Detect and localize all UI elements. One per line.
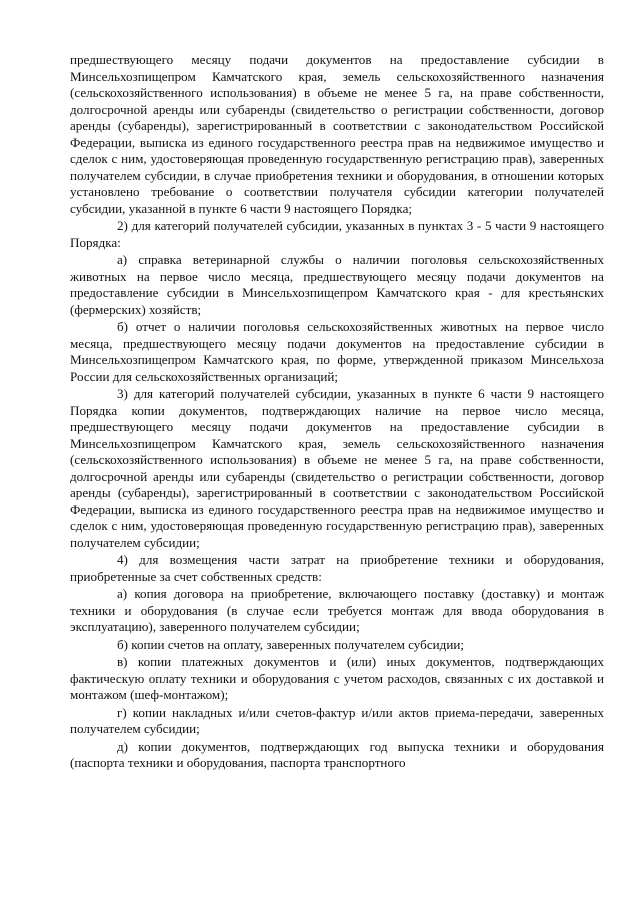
paragraph-item-4g: г) копии накладных и/или счетов-фактур и/или актов приема-передачи, заверенных получателем субсидии; bbox=[70, 704, 604, 736]
paragraph-item-3: 3) для категорий получателей субсидии, указанных в пункте 6 части 9 настоящего Порядка копии документов, подтверждающих наличие на первое число месяца, предшествующего месяцу подачи документов на предоставление субсидии в Минсельхозпищепром Камчатского края, земель сельскохозяйственного назначения (сельскохозяйственного использования) в объеме не менее 5 га, на праве собственности, долгосрочной аренды или субаренды (свидетельство о регистрации собственности, договор аренды (субаренды), зарегистрированный в соответствии с законодательством Российской Федерации, выписка из единого государственного реестра прав на недвижимое имущество и сделок с ним, удостоверяющая проведенную государственную регистрацию прав), заверенных получателем субсидии; bbox=[70, 386, 604, 550]
paragraph-item-2a: а) справка ветеринарной службы о наличии поголовья сельскохозяйственных животных на первое число месяца, предшествующего месяцу подачи документов на предоставление субсидии в Минсельхозпищепром Камчатского края - для крестьянских (фермерских) хозяйств; bbox=[70, 252, 604, 317]
paragraph-item-4: 4) для возмещения части затрат на приобретение техники и оборудования, приобретенные за счет собственных средств: bbox=[70, 552, 604, 584]
paragraph-item-2b: б) отчет о наличии поголовья сельскохозяйственных животных на первое число месяца, предшествующего месяцу подачи документов на предоставление субсидии в Минсельхозпищепром Камчатского края, по форме, утвержденной приказом Минсельхоза России для сельскохозяйственных организаций; bbox=[70, 319, 604, 384]
paragraph-item-4v: в) копии платежных документов и (или) иных документов, подтверждающих фактическую оплату техники и оборудования с учетом расходов, связанных с их доставкой и монтажом (шеф-монтажом); bbox=[70, 654, 604, 702]
paragraph-item-4a: а) копия договора на приобретение, включающего поставку (доставку) и монтаж техники и оборудования (в случае если требуется монтаж для ввода оборудования в эксплуатацию), заверенного получателем субсидии; bbox=[70, 586, 604, 634]
paragraph-item-2: 2) для категорий получателей субсидии, указанных в пунктах 3 - 5 части 9 настоящего Порядка: bbox=[70, 218, 604, 250]
paragraph-item-4b: б) копии счетов на оплату, заверенных получателем субсидии; bbox=[117, 636, 464, 652]
paragraph-continuation: предшествующего месяцу подачи документов на предоставление субсидии в Минсельхозпищепром Камчатского края, земель сельскохозяйственного назначения (сельскохозяйственного использования) в объеме не менее 5 га, на праве собственности, долгосрочной аренды или субаренды (свидетельство о регистрации собственности, договор аренды (субаренды), зарегистрированный в соответствии с законодательством Российской Федерации, выписка из единого государственного реестра прав на недвижимое имущество и сделок с ним, удостоверяющая проведенную государственную регистрацию прав), заверенных получателем субсидии, в случае приобретения техники и оборудования, в отношении которых установлено требование о соответствии получателя субсидии категории получателей субсидии, указанной в пункте 6 части 9 настоящего Порядка; bbox=[70, 52, 604, 216]
paragraph-item-4d: д) копии документов, подтверждающих год выпуска техники и оборудования (паспорта техники и оборудования, паспорта транспортного bbox=[70, 738, 604, 770]
